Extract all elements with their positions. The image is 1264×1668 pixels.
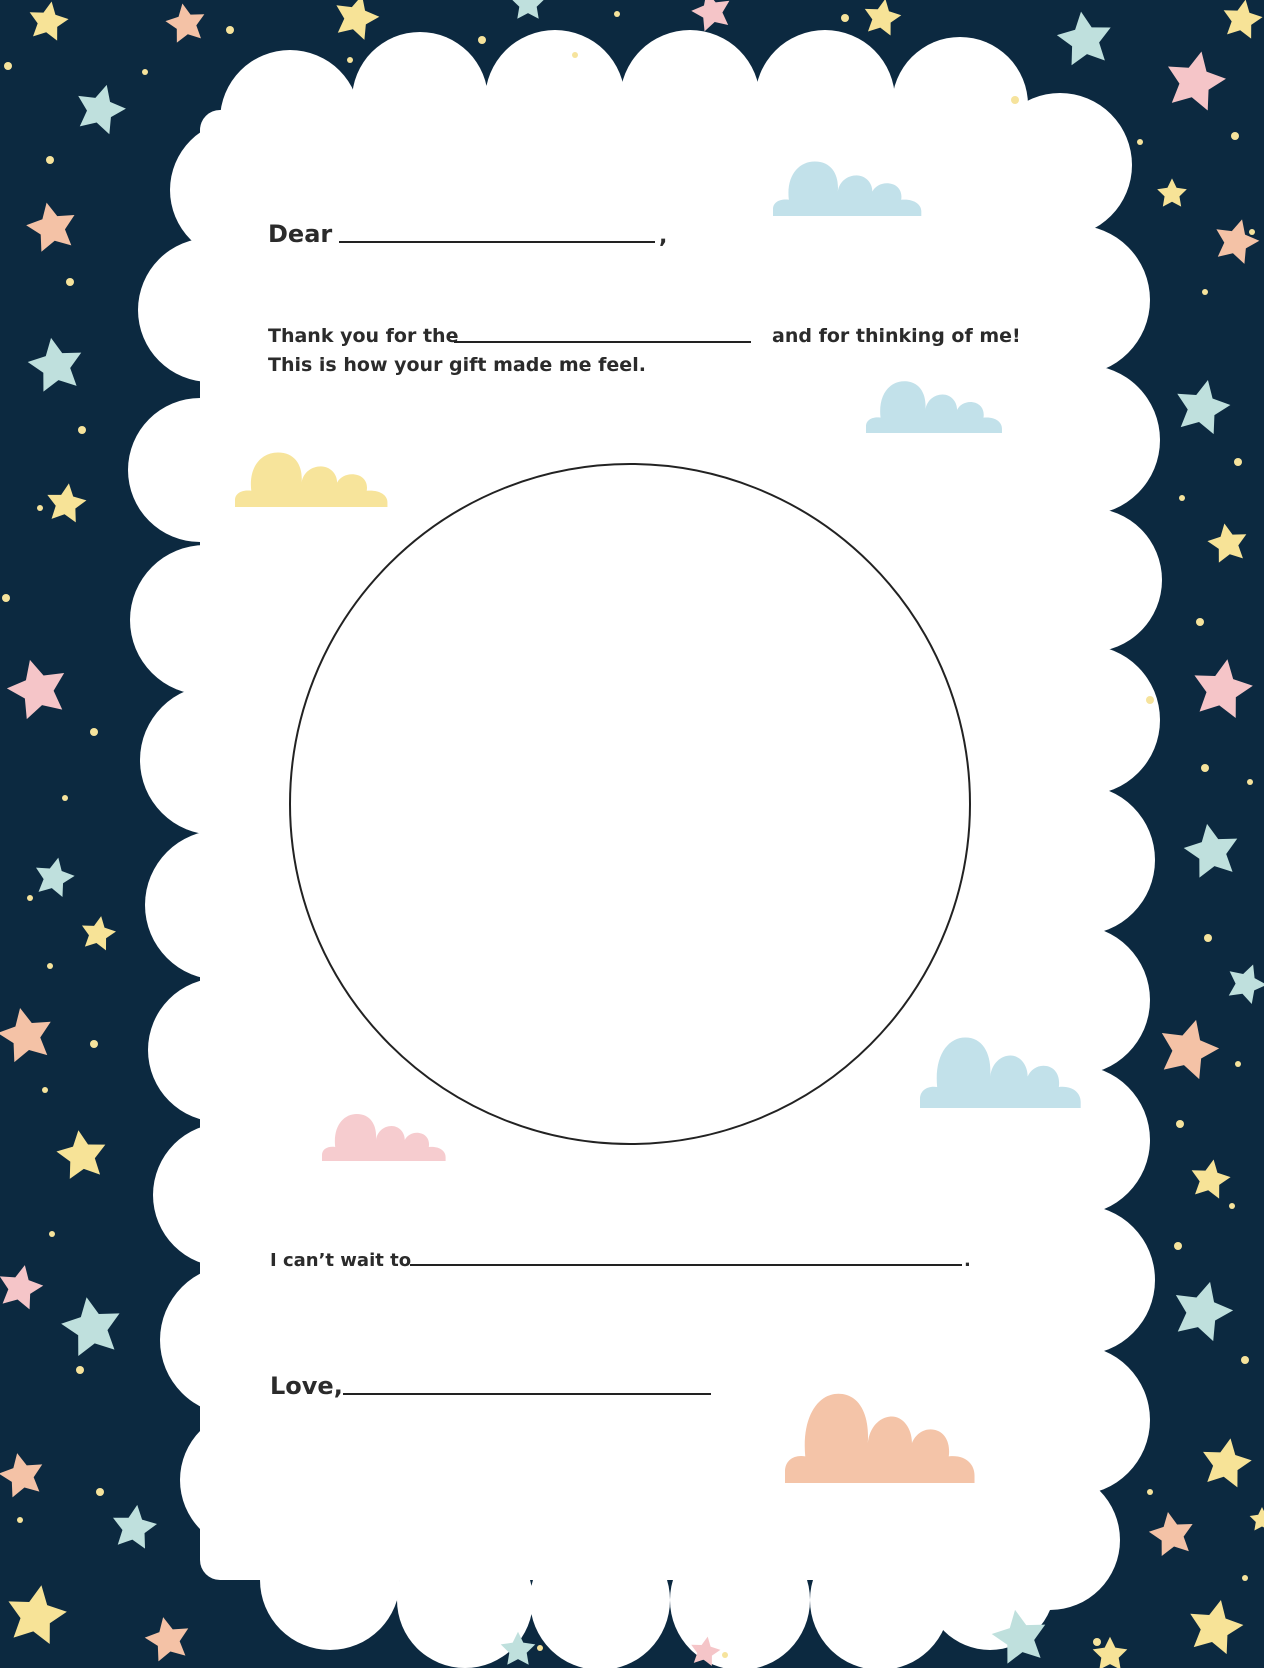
drawing-circle-frame <box>290 464 970 1144</box>
star-icon <box>71 78 131 136</box>
star-icon <box>1167 1274 1239 1344</box>
thanks-prefix-text: Thank you for the <box>268 325 459 347</box>
star-icon <box>1171 374 1235 436</box>
dear-comma: , <box>659 224 668 249</box>
star-icon <box>861 0 904 37</box>
star-icon <box>78 913 118 951</box>
star-icon <box>141 1612 193 1663</box>
star-icon <box>109 1502 159 1550</box>
star-icon <box>0 1002 57 1064</box>
thanks-suffix-text: and for thinking of me! <box>772 325 1021 347</box>
star-icon <box>1153 1012 1225 1082</box>
star-icon <box>57 1292 125 1358</box>
star-icon <box>1184 1594 1248 1656</box>
love-label: Love, <box>270 1372 343 1400</box>
star-icon <box>2 1580 70 1646</box>
star-icon <box>0 1260 47 1311</box>
star-icon <box>44 481 88 524</box>
star-icon <box>1210 214 1264 266</box>
star-icon <box>1146 1508 1197 1557</box>
cant-wait-label: I can’t wait to <box>270 1250 412 1271</box>
star-icon <box>1220 0 1264 40</box>
star-icon <box>22 197 80 253</box>
star-icon <box>1054 8 1115 67</box>
star-icon <box>24 333 86 393</box>
star-icon <box>511 0 546 19</box>
star-icon <box>26 0 71 42</box>
signature-blank[interactable] <box>343 1393 711 1395</box>
recipient-name-blank[interactable] <box>339 241 655 243</box>
star-icon <box>1188 654 1256 720</box>
star-icon <box>688 0 736 33</box>
star-icon <box>1161 45 1231 112</box>
star-icon <box>1222 958 1264 1007</box>
cant-wait-period: . <box>964 1250 971 1271</box>
star-icon <box>1250 1507 1264 1531</box>
star-icon <box>1205 520 1250 564</box>
star-icon <box>1 652 73 722</box>
star-icon <box>1188 1156 1233 1200</box>
star-icon <box>54 1127 109 1180</box>
gift-feel-text: This is how your gift made me feel. <box>268 354 646 376</box>
star-icon <box>330 0 384 42</box>
gift-name-blank[interactable] <box>454 341 751 343</box>
star-icon <box>1180 819 1242 879</box>
plans-blank[interactable] <box>410 1264 962 1266</box>
star-icon <box>31 854 77 899</box>
star-icon <box>1157 178 1187 206</box>
star-icon <box>0 1448 48 1499</box>
star-icon <box>163 0 208 44</box>
dear-label: Dear <box>268 220 333 248</box>
star-icon <box>1198 1434 1255 1489</box>
